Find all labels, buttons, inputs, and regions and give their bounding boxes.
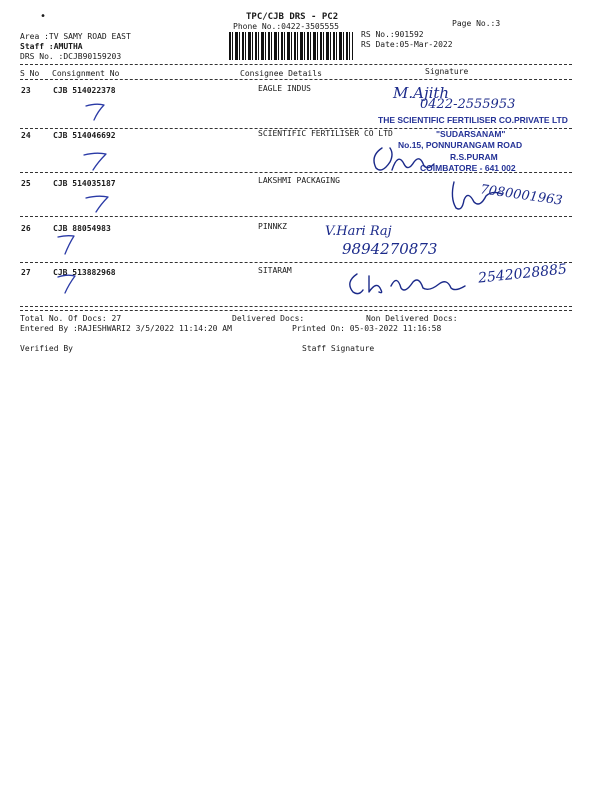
row-consignment: CJB 514035187	[53, 179, 116, 188]
area-label: Area :TV SAMY ROAD EAST	[20, 32, 131, 41]
row-consignee: SITARAM	[258, 266, 292, 275]
row-consignment: CJB 514022378	[53, 86, 116, 95]
signature-scribble-row-27	[343, 268, 473, 298]
signature-name-row-26: V.Hari Raj	[325, 224, 392, 239]
page-number: Page No.:3	[452, 19, 501, 28]
drs-number: DRS No. :DCJB90159203	[20, 52, 122, 61]
entered-by: Entered By :RAJESHWARI2 3/5/2022 11:14:20 AM	[20, 324, 232, 333]
stamp-line: No.15, PONNURANGAM ROAD	[398, 140, 523, 150]
column-consignee: Consignee Details	[240, 69, 322, 78]
column-consignment: Consignment No	[52, 69, 120, 78]
row-sno: 23	[21, 86, 31, 95]
row-sno: 25	[21, 179, 31, 188]
stamp-line: R.S.PURAM	[450, 152, 498, 162]
row-divider	[20, 216, 572, 217]
row-consignment: CJB 513882968	[53, 268, 116, 277]
rs-date: RS Date:05-Mar-2022	[361, 40, 453, 49]
rs-number: RS No.:901592	[361, 30, 424, 39]
document-title: TPC/CJB DRS - PC2	[246, 12, 339, 22]
column-signature: Signature	[425, 67, 469, 76]
row-consignee: PINNKZ	[258, 222, 287, 231]
row-consignee: SCIENTIFIC FERTILISER CO LTD	[258, 129, 393, 138]
verified-by: Verified By	[20, 344, 73, 353]
staff-label: Staff :AMUTHA	[20, 42, 83, 51]
tick-mark-row-26	[56, 234, 80, 256]
barcode	[229, 32, 353, 60]
header-divider	[20, 64, 572, 65]
tick-mark-row-25	[84, 194, 112, 214]
row-sno: 26	[21, 224, 31, 233]
non-delivered-docs: Non Delivered Docs:	[366, 314, 458, 323]
row-consignment: CJB 88054983	[53, 224, 111, 233]
stamp-line: THE SCIENTIFIC FERTILISER CO.PRIVATE LTD	[378, 115, 568, 125]
row-divider	[20, 306, 572, 307]
signature-phone-row-25: 7080001963	[479, 182, 564, 209]
phone-number: Phone No.:0422-3505555	[233, 22, 339, 31]
column-divider	[20, 79, 572, 80]
signature-name-row-23: M.Ajith	[393, 84, 450, 102]
signature-phone-row-23: 0422-2555953	[420, 97, 516, 112]
table-bottom-divider	[20, 310, 572, 311]
stamp-line: COIMBATORE - 641 002	[420, 163, 516, 173]
row-consignment: CJB 514046692	[53, 131, 116, 140]
tick-mark-row-24	[82, 150, 110, 172]
row-sno: 27	[21, 268, 31, 277]
printed-on: Printed On: 05-03-2022 11:16:58	[292, 324, 442, 333]
row-consignee: LAKSHMI PACKAGING	[258, 176, 340, 185]
total-docs: Total No. Of Docs: 27	[20, 314, 122, 323]
delivered-docs: Delivered Docs:	[232, 314, 305, 323]
header-dot: •	[40, 11, 47, 22]
row-sno: 24	[21, 131, 31, 140]
stamp-line: "SUDARSANAM"	[436, 129, 506, 139]
signature-phone-row-27: 2542028885	[477, 261, 568, 287]
column-sno: S No	[20, 69, 40, 78]
signature-phone-row-26: 9894270873	[342, 240, 438, 258]
row-divider	[20, 262, 572, 263]
tick-mark-row-23	[84, 102, 108, 122]
signature-scribble-row-24	[368, 140, 438, 180]
tick-mark-row-27	[56, 273, 80, 295]
staff-signature: Staff Signature	[302, 344, 375, 353]
row-consignee: EAGLE INDUS	[258, 84, 311, 93]
